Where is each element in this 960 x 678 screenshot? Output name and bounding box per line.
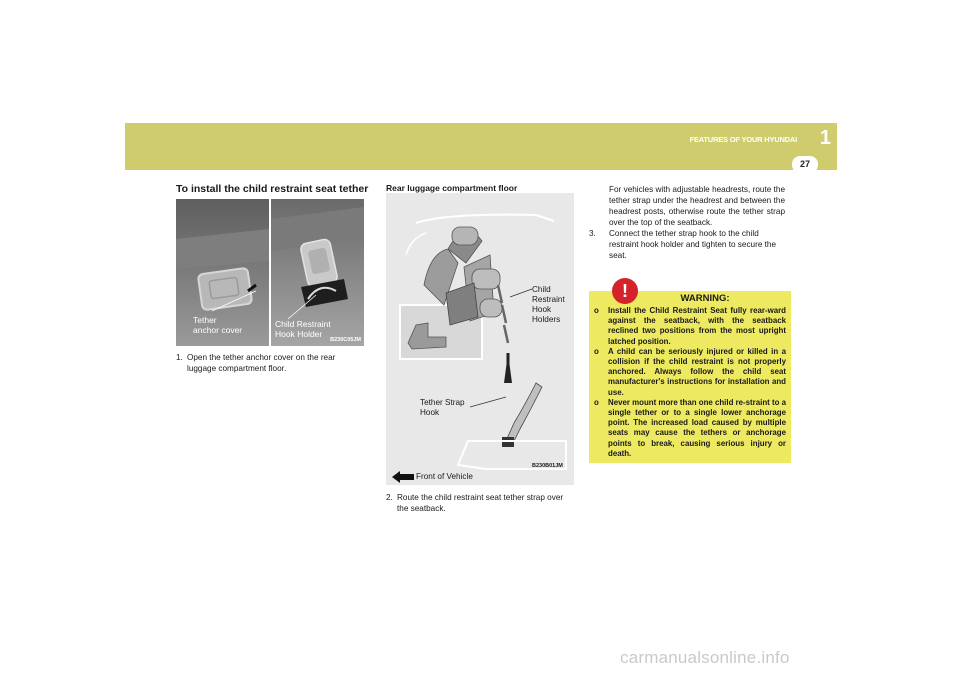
luggage-floor-diagram	[386, 193, 574, 485]
section-number: 1	[819, 127, 831, 149]
warning-text: A child can be seriously injured or killed in a collision if the child restraint is not properly anchored. Always follow the child seat manufacturer's instructions for installation and use.	[608, 346, 786, 397]
warning-list	[594, 306, 786, 459]
bullet: o	[594, 306, 599, 315]
tether-anchor-photo	[176, 199, 364, 346]
step-2	[386, 492, 576, 514]
page-number: 27	[792, 156, 818, 173]
warning-item	[594, 398, 786, 459]
warning-text: Install the Child Restraint Seat fully rear-ward against the seatback, with the seatback reclined two positions from the most upright latched position.	[608, 306, 786, 346]
diagram-code: B230B01JM	[532, 463, 563, 469]
tether-anchor-cover-label: Tether anchor cover	[193, 315, 243, 335]
bullet: o	[594, 346, 599, 356]
step-number: 2.	[386, 493, 393, 502]
photo-code: B230C05JM	[330, 337, 361, 343]
bullet: o	[594, 397, 599, 407]
watermark: carmanualsonline.info	[620, 648, 790, 667]
tether-strap-hook-label: Tether Strap Hook	[420, 398, 465, 417]
warning-box	[589, 291, 791, 463]
section-header-band	[125, 123, 837, 170]
hook-holders-label: Child Restraint Hook Holders	[532, 285, 565, 324]
front-arrow-icon	[392, 471, 414, 483]
step-3	[589, 228, 785, 261]
step-text: Route the child restraint seat tether strap over the seatback.	[397, 493, 564, 513]
headrest-paragraph: For vehicles with adjustable headrests, route the tether strap under the headrest and between the headrest posts, otherwise route the tether strap over the top of the seatback.	[609, 185, 785, 227]
step-text: Open the tether anchor cover on the rear luggage compartment floor.	[187, 353, 336, 373]
warning-icon: !	[612, 278, 638, 304]
front-of-vehicle-label: Front of Vehicle	[416, 472, 473, 481]
section-heading: To install the child restraint seat tether	[176, 183, 369, 195]
step-number: 3.	[589, 229, 596, 238]
diagram-title: Rear luggage compartment floor	[386, 183, 518, 193]
warning-item	[594, 347, 786, 398]
step-1	[176, 352, 364, 374]
step-text: Connect the tether strap hook to the child restraint hook holder and tighten to secure the seat.	[609, 229, 777, 260]
hook-holder-label: Child Restraint Hook Holder	[275, 319, 331, 339]
section-label: FEATURES OF YOUR HYUNDAI	[689, 135, 797, 144]
warning-item	[594, 306, 786, 347]
luggage-floor-diagram-art	[386, 193, 574, 485]
warning-title: WARNING:	[680, 293, 730, 304]
warning-text: Never mount more than one child re-straint to a single tether or to a single lower anchorage point. The increased load caused by multiple seats may cause the tethers or anchorage points to break, causing serious injury or death.	[608, 397, 787, 458]
step-number: 1.	[176, 353, 183, 362]
